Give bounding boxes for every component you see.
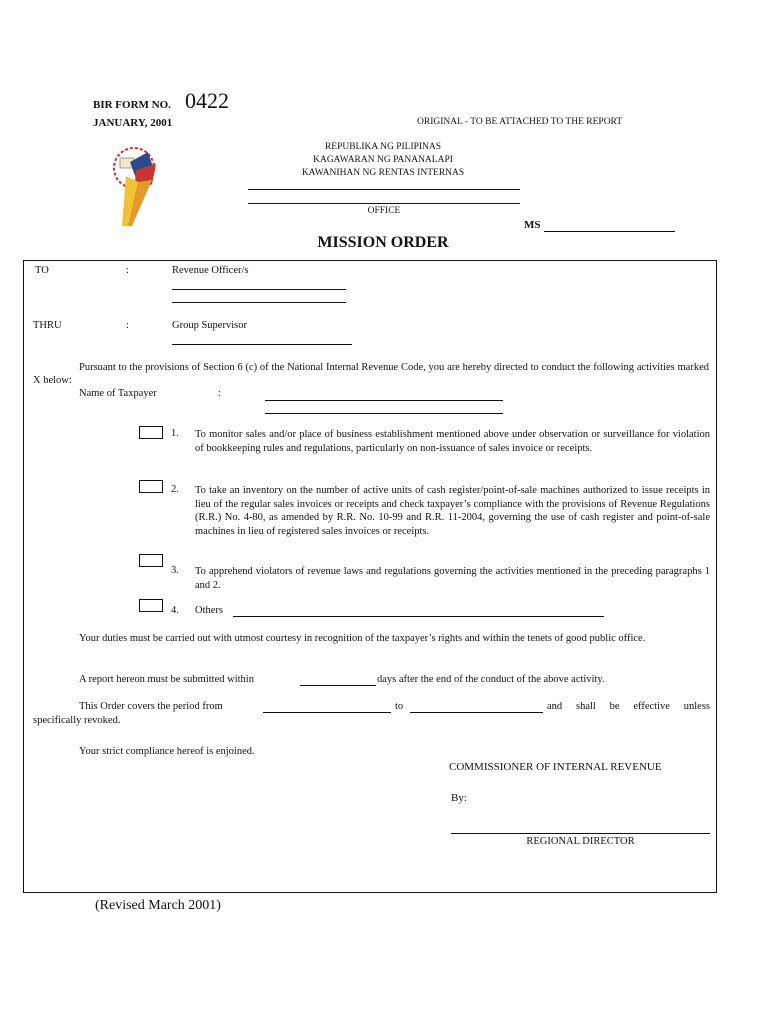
office-line-2 xyxy=(248,203,520,204)
signature-line xyxy=(451,833,710,834)
compliance-text: Your strict compliance hereof is enjoined. xyxy=(79,746,255,757)
agency-line-1: REPUBLIKA NG PILIPINAS xyxy=(324,142,442,152)
item-1-checkbox[interactable] xyxy=(139,426,163,439)
item-2-text: To take an inventory on the number of active units of cash register/point-of-sale machines authorized to issue receipts in lieu of the regular sales invoices or receipts and check taxpayer’s compliance with the provisions of Revenue Regulations (R.R.) No. 4-80, as amended by R.R. No. 10-99 and R.R. 11-2004, governing the use of cash register and point-of-sale machines in lieu of registered sales invoices or receipts. xyxy=(195,485,710,537)
page-title: MISSION ORDER xyxy=(317,234,449,251)
taxpayer-label: Name of Taxpayer xyxy=(79,388,157,399)
item-4-checkbox[interactable] xyxy=(139,599,163,612)
revised-note: (Revised March 2001) xyxy=(95,898,221,913)
others-line xyxy=(233,616,604,617)
period-from-line xyxy=(263,712,391,713)
report-text-after: days after the end of the conduct of the above activity. xyxy=(377,674,605,685)
office-line-1 xyxy=(248,189,520,190)
item-3-text: To apprehend violators of revenue laws and regulations governing the activities mentioned in the preceding paragraphs 1 and 2. xyxy=(195,566,710,591)
ms-label: MS xyxy=(524,219,541,231)
agency-line-2: KAGAWARAN NG PANANALAPI xyxy=(313,155,453,165)
period-text-wrap: specifically revoked. xyxy=(33,715,121,726)
agency-block xyxy=(250,141,516,180)
thru-label: THRU xyxy=(33,320,62,331)
form-number-label: BIR FORM NO. xyxy=(93,99,171,111)
period-text-after: and shall be effective unless xyxy=(547,701,710,712)
period-text-before: This Order covers the period from xyxy=(79,701,223,712)
regional-director-label: REGIONAL DIRECTOR xyxy=(526,836,635,847)
bir-logo xyxy=(108,140,168,228)
original-note: ORIGINAL - TO BE ATTACHED TO THE REPORT xyxy=(417,117,623,127)
duties-paragraph: Your duties must be carried out with utmost courtesy in recognition of the taxpayer’s rights and within the tenets of good public office. xyxy=(79,633,646,644)
thru-colon: : xyxy=(126,320,129,331)
item-4-text: Others xyxy=(195,605,223,616)
to-colon: : xyxy=(126,265,129,276)
period-to-line xyxy=(410,712,543,713)
supervisor-line xyxy=(172,344,352,345)
item-3-checkbox[interactable] xyxy=(139,554,163,567)
to-label: TO xyxy=(35,265,49,276)
to-value: Revenue Officer/s xyxy=(172,265,249,276)
office-label: OFFICE xyxy=(367,206,401,216)
item-3-number: 3. xyxy=(171,565,179,576)
form-date: JANUARY, 2001 xyxy=(93,117,173,129)
taxpayer-line-1 xyxy=(265,400,503,401)
agency-line-3: KAWANIHAN NG RENTAS INTERNAS xyxy=(301,168,465,178)
ms-line xyxy=(544,231,675,232)
thru-value: Group Supervisor xyxy=(172,320,247,331)
item-1-text: To monitor sales and/or place of business establishment mentioned above under observation or surveillance for violation of bookkeeping rules and regulations, particularly on non-issuance of sales invoice or receipts. xyxy=(195,429,710,454)
by-label: By: xyxy=(451,792,467,804)
taxpayer-line-2 xyxy=(265,413,503,414)
item-1-number: 1. xyxy=(171,428,179,439)
taxpayer-colon: : xyxy=(218,388,221,399)
report-text-before: A report hereon must be submitted within xyxy=(79,674,254,685)
form-number: 0422 xyxy=(185,88,229,113)
item-2-number: 2. xyxy=(171,484,179,495)
item-4-number: 4. xyxy=(171,605,179,616)
officer-line-2 xyxy=(172,302,346,303)
period-to-label: to xyxy=(395,701,404,712)
intro-paragraph: Pursuant to the provisions of Section 6 (c) of the National Internal Revenue Code, you are hereby directed to conduct the following activities marked X below: xyxy=(33,362,709,386)
report-days-line xyxy=(300,685,376,686)
commissioner-label: COMMISSIONER OF INTERNAL REVENUE xyxy=(449,761,662,773)
item-2-checkbox[interactable] xyxy=(139,480,163,493)
officer-line-1 xyxy=(172,289,346,290)
